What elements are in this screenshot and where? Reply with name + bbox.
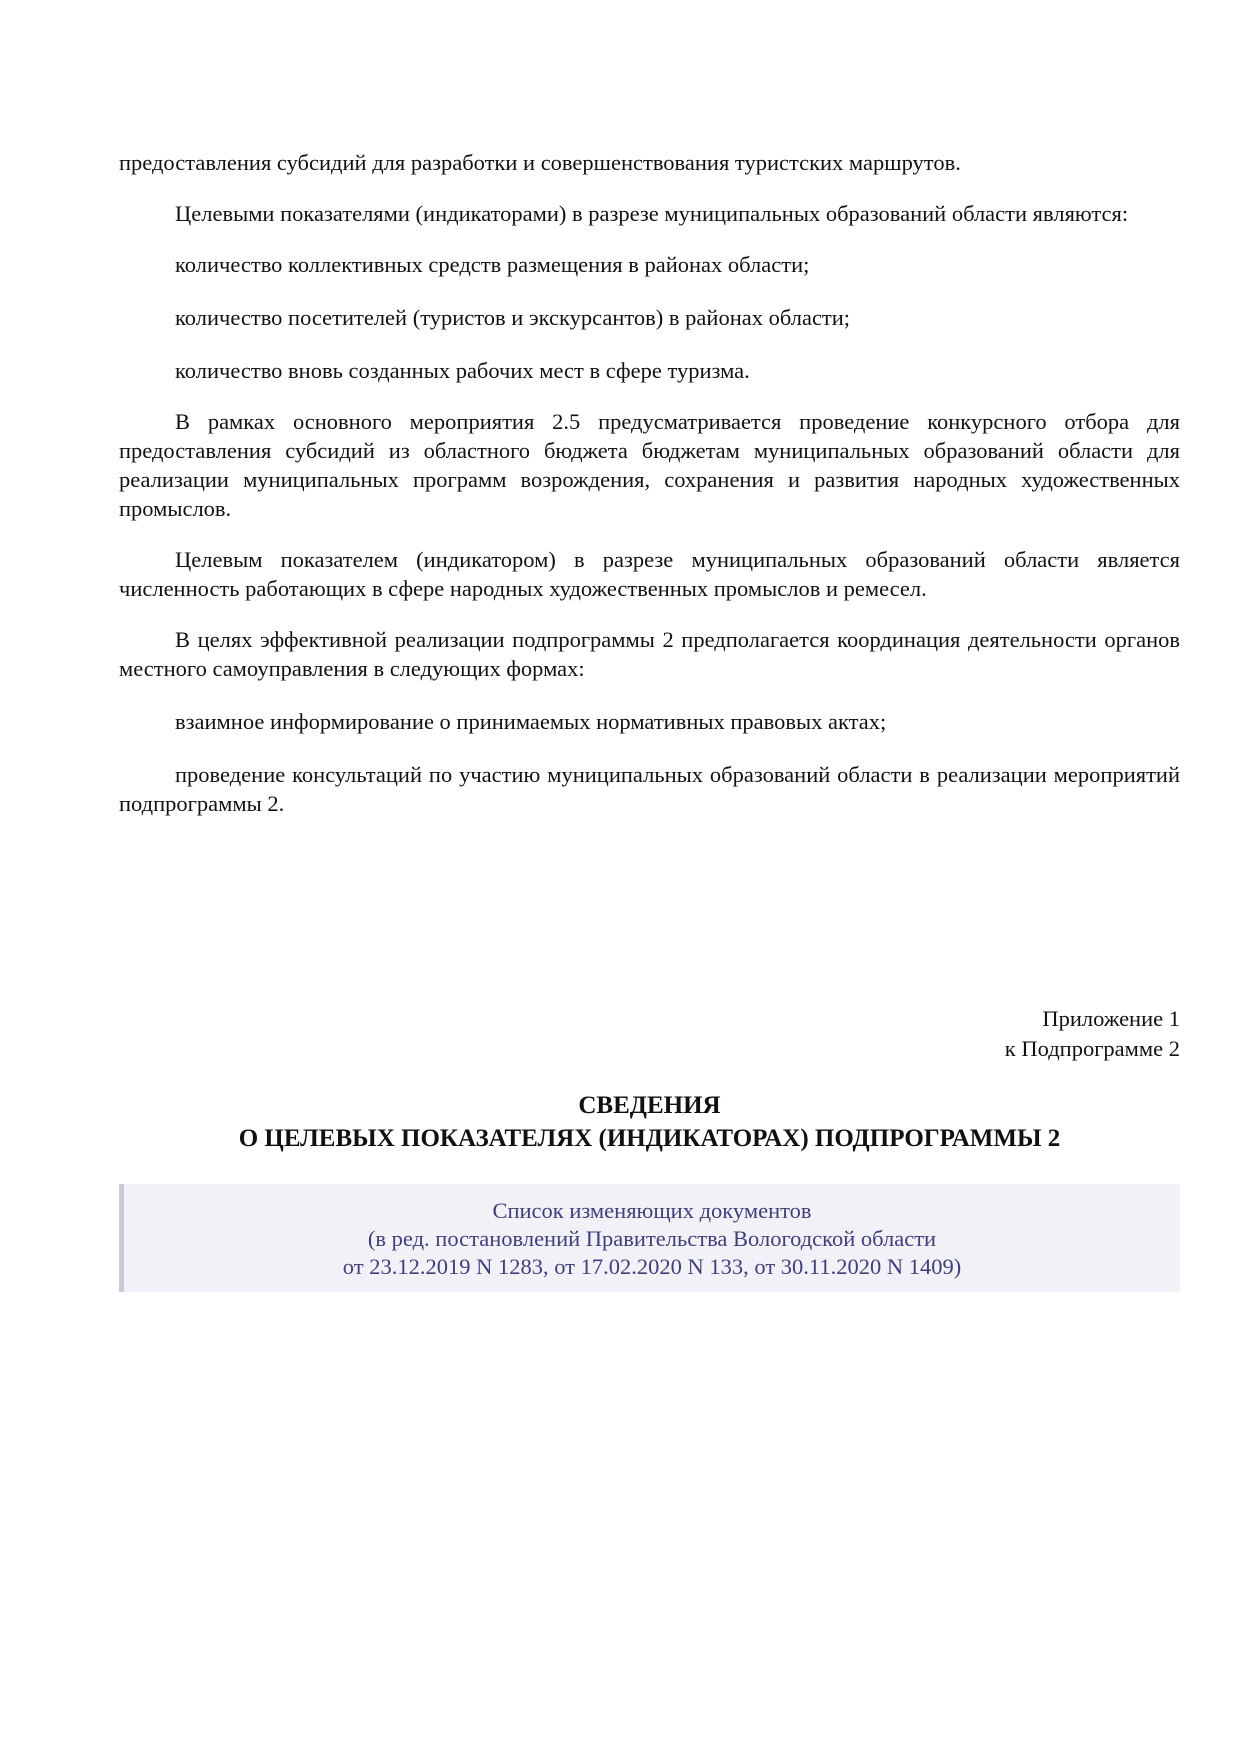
paragraph: В целях эффективной реализации подпрограммы 2 предполагается координация деятельности органов местного самоуправления в следующих формах:: [119, 627, 1180, 681]
paragraph: В рамках основного мероприятия 2.5 предусматривается проведение конкурсного отбора для предоставления субсидий из областного бюджета бюджетам муниципальных образований области для реализации муниципальных программ возрождения, сохранения и развития народных художественных промыслов.: [119, 409, 1180, 521]
amending-documents-box: [119, 1184, 1180, 1292]
changes-heading: Список изменяющих документов: [492, 1198, 812, 1223]
changes-line-3: от 23.12.2019 N 1283, от 17.02.2020 N 133, от 30.11.2020 N 1409): [342, 1254, 962, 1279]
paragraph: предоставления субсидий для разработки и совершенствования туристских маршрутов.: [119, 150, 961, 175]
title-line-2: О ЦЕЛЕВЫХ ПОКАЗАТЕЛЯХ (ИНДИКАТОРАХ) ПОДПРОГРАММЫ 2: [238, 1125, 1061, 1152]
appendix-line-1: Приложение 1: [1042, 1006, 1180, 1031]
paragraph: взаимное информирование о принимаемых нормативных правовых актах;: [175, 709, 887, 734]
paragraph: количество вновь созданных рабочих мест в сфере туризма.: [175, 358, 750, 383]
paragraph: количество коллективных средств размещения в районах области;: [175, 252, 810, 277]
title-line-1: СВЕДЕНИЯ: [578, 1092, 721, 1119]
changes-line-2: (в ред. постановлений Правительства Вологодской области: [367, 1226, 937, 1251]
document-body: [119, 148, 1180, 818]
paragraph: количество посетителей (туристов и экскурсантов) в районах области;: [175, 305, 851, 330]
section-title: [119, 1089, 1180, 1155]
appendix-line-2: к Подпрограмме 2: [1004, 1036, 1180, 1061]
paragraph: Целевым показателем (индикатором) в разрезе муниципальных образований области является численность работающих в сфере народных художественных промыслов и ремесел.: [119, 547, 1180, 601]
paragraph: проведение консультаций по участию муниципальных образований области в реализации мероприятий подпрограммы 2.: [119, 762, 1180, 816]
appendix-reference: [780, 1004, 1180, 1064]
paragraph: Целевыми показателями (индикаторами) в разрезе муниципальных образований области являются:: [175, 201, 1129, 226]
